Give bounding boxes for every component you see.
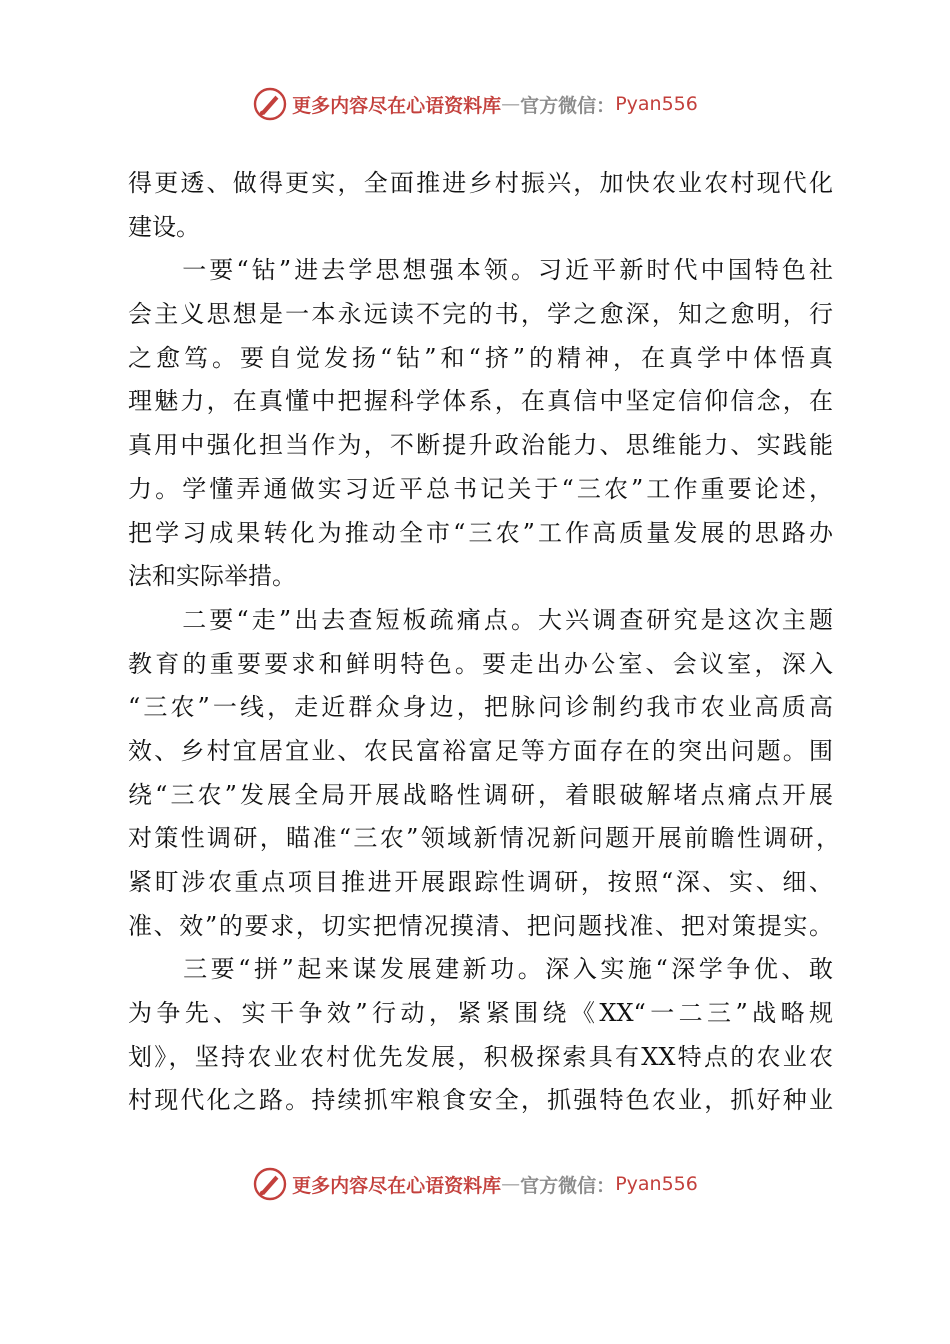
- text-line: 把学习成果转化为推动全市“三农”工作高质量发展的思路办: [128, 518, 833, 547]
- text-line: 建设。: [128, 212, 200, 241]
- text-line: 对策性调研，瞄准“三农”领域新情况新问题开展前瞻性调研，: [128, 824, 840, 853]
- paragraph-2: [128, 249, 833, 599]
- header-watermark-banner: [0, 84, 950, 124]
- text-line: 一要“钻”进去学思想强本领。习近平新时代中国特色社: [128, 256, 833, 285]
- text-line: 绕“三农”发展全局开展战略性调研，着眼破解堵点痛点开展: [128, 780, 833, 809]
- banner-main-text: 更多内容尽在心语资料库: [292, 94, 502, 117]
- text-line: 得更透、做得更实，全面推进乡村振兴，加快农业农村现代化: [128, 169, 833, 197]
- banner-wechat-label: 官方微信：: [520, 1174, 616, 1197]
- quill-logo-icon: [252, 86, 288, 122]
- text-line: 教育的重要要求和鲜明特色。要走出办公室、会议室，深入: [128, 649, 833, 678]
- banner-main-text: 更多内容尽在心语资料库: [292, 1174, 502, 1197]
- text-line: 真用中强化担当作为，不断提升政治能力、思维能力、实践能: [128, 431, 833, 460]
- paragraph-1: [128, 162, 833, 249]
- text-line: 法和实际举措。: [128, 562, 296, 591]
- text-line: 会主义思想是一本永远读不完的书，学之愈深，知之愈明，行: [128, 300, 833, 329]
- paragraph-4: [128, 948, 833, 1123]
- text-line: 紧盯涉农重点项目推进开展跟踪性调研，按照“深、实、细、: [128, 868, 833, 896]
- text-line: 三要“拼”起来谋发展建新功。深入实施“深学争优、敢: [128, 955, 833, 984]
- footer-watermark-banner: [0, 1164, 950, 1204]
- text-line: 二要“走”出去查短板疏痛点。大兴调查研究是这次主题: [128, 605, 833, 634]
- document-body: [128, 162, 840, 1123]
- banner-wechat-id: Pyan556: [615, 1173, 698, 1195]
- quill-logo-icon: [252, 1166, 288, 1202]
- text-line: 之愈笃。要自觉发扬“钻”和“挤”的精神，在真学中体悟真: [128, 343, 833, 372]
- banner-wechat-label: 官方微信：: [520, 94, 616, 117]
- text-line: “三农”一线，走近群众身边，把脉问诊制约我市农业高质高: [128, 693, 833, 722]
- banner-dash: —: [501, 93, 521, 115]
- text-line: 划》，坚持农业农村优先发展，积极探索具有XX特点的农业农: [128, 1042, 833, 1071]
- banner-dash: —: [501, 1173, 521, 1195]
- text-line: 为争先、实干争效”行动，紧紧围绕《XX“一二三”战略规: [128, 999, 833, 1028]
- text-line: 村现代化之路。持续抓牢粮食安全，抓强特色农业，抓好种业: [128, 1086, 833, 1115]
- banner-wechat-id: Pyan556: [615, 93, 698, 115]
- text-line: 力。学懂弄通做实习近平总书记关于“三农”工作重要论述，: [128, 474, 833, 503]
- paragraph-3: [128, 599, 840, 949]
- text-line: 准、效”的要求，切实把情况摸清、把问题找准、把对策提实。: [128, 911, 833, 940]
- text-line: 理魅力，在真懂中把握科学体系，在真信中坚定信仰信念，在: [128, 387, 833, 416]
- text-line: 效、乡村宜居宜业、农民富裕富足等方面存在的突出问题。围: [128, 736, 833, 765]
